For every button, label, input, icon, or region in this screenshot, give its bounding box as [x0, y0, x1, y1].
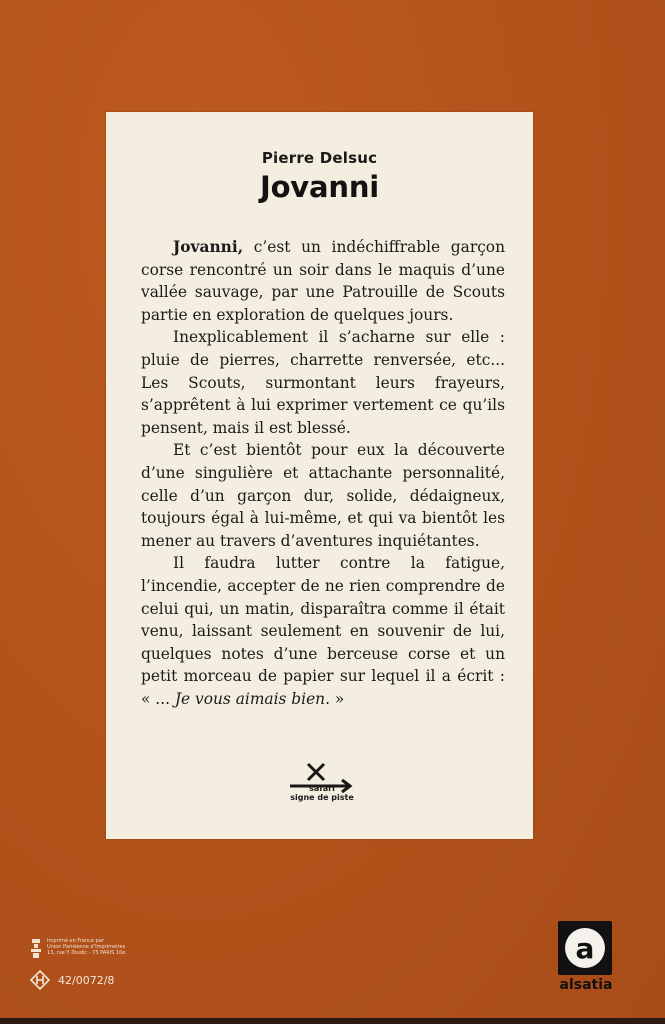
- alsatia-logo-icon: [558, 921, 612, 975]
- signe-de-piste-logo-icon: [282, 750, 362, 814]
- series-line-1: safari: [309, 784, 335, 793]
- series-line-2: signe de piste: [290, 793, 354, 802]
- printer-mark-icon: [30, 938, 42, 960]
- bottom-edge: [0, 1018, 665, 1024]
- catalog-code: 42/0072/8: [58, 974, 115, 987]
- blurb-quote: Je vous aimais bien.: [174, 689, 330, 708]
- alsatia-logo: [558, 921, 612, 975]
- imprint-line-3: 13, rue Y.-Toudic - 75 PARIS 10e: [47, 950, 126, 956]
- series-label: [272, 784, 372, 802]
- printer-imprint: [47, 938, 125, 956]
- blurb-quote-close: »: [330, 689, 345, 708]
- blurb-paragraph-3: Et c’est bientôt pour eux la découverte d’une singulière et attachante personnalité, celle d’un garçon dur, solide, dédaigneux, toujours égal à lui-même, et qui va bientôt les mener au travers d’aventures inquiétantes.: [141, 441, 505, 550]
- blurb-paragraph-2: Inexplicablement il s’acharne sur elle : pluie de pierres, charrette renversée, etc... Les Scouts, surmontant leurs frayeurs, s’apprêtent à lui exprimer vertement ce qu’ils pensent, mais il est blessé.: [141, 328, 505, 437]
- book-title: Jovanni: [259, 170, 380, 204]
- author-name: Pierre Delsuc: [261, 149, 378, 167]
- blurb-text-4: Il faudra lutter contre la fatigue, l’incendie, accepter de ne rien comprendre de celui qui, un matin, disparaîtra comme il était venu, laissant seulement en souvenir de lui, quelques notes d’une berceuse corse et un petit morceau de papier sur lequel il a écrit : « ...: [141, 554, 505, 708]
- blurb: [141, 236, 505, 710]
- blurb-text-1: c’est un indéchiffrable garçon corse rencontré un soir dans le maquis d’une vallée sauvage, par une Patrouille de Scouts partie en exploration de quelques jours.: [141, 238, 505, 324]
- imprint-line-1: Imprimé en France par: [47, 938, 104, 944]
- blurb-lead-word: Jovanni,: [173, 238, 244, 256]
- publisher-emblem-icon: [30, 970, 50, 990]
- blurb-paragraph-1: [141, 236, 505, 326]
- publisher-name: alsatia: [559, 977, 613, 993]
- back-cover-panel: [106, 112, 533, 839]
- imprint-line-2: Union Parisienne d’Imprimeries: [47, 944, 126, 950]
- blurb-paragraph-4: [141, 552, 505, 710]
- alsatia-logo-letter: a: [575, 932, 595, 965]
